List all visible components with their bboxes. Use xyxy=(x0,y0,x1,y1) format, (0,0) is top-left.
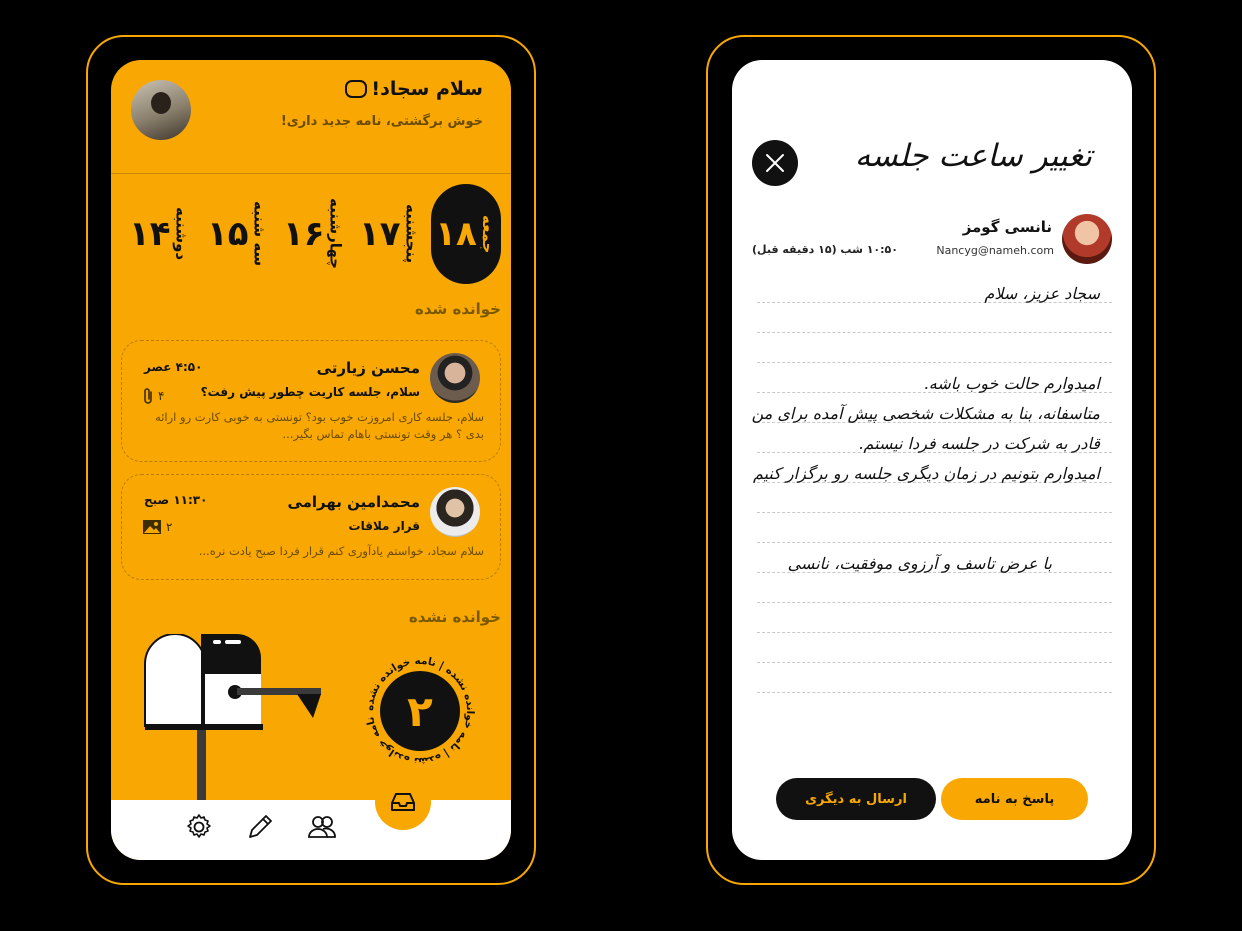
wave-emoji-icon xyxy=(345,80,367,98)
letter-line: با عرض تاسف و آرزوی موفقیت، نانسی xyxy=(787,554,1052,573)
day-selector xyxy=(123,184,503,284)
message-subject: قرار ملاقات xyxy=(348,519,420,533)
day-number: ۱۶ xyxy=(283,214,325,254)
day-name: سه شنبه xyxy=(250,201,269,267)
tab-inbox[interactable] xyxy=(375,774,431,830)
read-section-title: خوانده شده xyxy=(414,300,501,318)
user-avatar[interactable] xyxy=(131,80,191,140)
sender-avatar xyxy=(1062,214,1112,264)
letter-rule xyxy=(757,632,1112,633)
day-name: جمعه xyxy=(478,214,497,254)
sent-time: ۱۰:۵۰ شب (۱۵ دقیقه قبل) xyxy=(752,243,898,256)
message-sender: محمدامین بهرامی xyxy=(287,493,420,511)
day-number: ۱۸ xyxy=(435,214,477,254)
letter-screen xyxy=(732,60,1132,860)
letter-line: قادر به شرکت در جلسه فردا نیستم. xyxy=(858,434,1100,453)
message-time: ۴:۵۰ عصر xyxy=(144,360,203,374)
message-sender: محسن زیارتی xyxy=(316,359,420,377)
attachment-count: ۴ xyxy=(158,389,165,403)
message-time: ۱۱:۳۰ صبح xyxy=(144,493,208,507)
message-preview: سلام، جلسه کاری امروزت خوب بود؟ تونستی به خوبی کارت رو ارائه بدی ؟ هر وقت تونستی باهام تماس بگیر... xyxy=(155,410,484,441)
close-icon xyxy=(765,153,785,173)
letter-line: سجاد عزیز، سلام xyxy=(984,284,1100,303)
greeting-title xyxy=(281,78,483,100)
greeting-text: سلام سجاد! xyxy=(371,78,483,100)
day-number: ۱۷ xyxy=(359,214,401,254)
letter-title: تغییر ساعت جلسه xyxy=(854,138,1092,174)
sender-name: نانسی گومز xyxy=(962,218,1052,236)
welcome-subtitle: خوش برگشتی، نامه جدید داری! xyxy=(280,114,483,129)
sender-email[interactable]: Nancyg@nameh.com xyxy=(936,244,1054,257)
day-name: پنجشنبه xyxy=(402,204,421,264)
letter-rule xyxy=(757,662,1112,663)
reply-button[interactable]: پاسخ به نامه xyxy=(941,778,1088,820)
unread-badge xyxy=(365,656,475,766)
day-number: ۱۵ xyxy=(207,214,249,254)
message-subject: سلام، جلسه کاریت چطور پیش رفت؟ xyxy=(200,385,420,399)
tab-settings[interactable] xyxy=(184,812,214,842)
tab-compose[interactable] xyxy=(245,812,275,842)
image-icon xyxy=(142,519,162,535)
forward-button[interactable]: ارسال به دیگری xyxy=(776,778,936,820)
letter-line: امیدوارم حالت خوب باشه. xyxy=(923,374,1100,393)
message-card[interactable] xyxy=(121,340,501,462)
svg-text:نامه خوانده نشده | نامه خوانده: نامه خوانده نشده | نامه خوانده نشده | نامه خوانده نشده xyxy=(365,656,475,766)
unread-section-title: خوانده نشده xyxy=(408,608,501,626)
letter-rule xyxy=(757,362,1112,363)
message-preview: سلام سجاد، خواستم یادآوری کنم قرار فردا صبح یادت نره... xyxy=(198,544,484,558)
day-number: ۱۴ xyxy=(129,214,171,254)
gear-icon xyxy=(184,812,214,842)
letter-rule xyxy=(757,542,1112,543)
letter-rule xyxy=(757,332,1112,333)
attachment-info xyxy=(142,387,164,405)
letter-rule xyxy=(757,692,1112,693)
sender-avatar xyxy=(430,487,480,537)
tab-contacts[interactable] xyxy=(307,812,337,842)
sender-avatar xyxy=(430,353,480,403)
day-item-tuesday[interactable] xyxy=(207,184,269,284)
inbox-icon xyxy=(389,791,417,813)
greeting-block xyxy=(281,78,483,129)
paperclip-icon xyxy=(142,387,154,405)
day-item-friday[interactable] xyxy=(431,184,501,284)
inbox-screen xyxy=(111,60,511,860)
mailbox-illustration xyxy=(141,634,321,804)
users-icon xyxy=(307,812,337,842)
pencil-icon xyxy=(245,812,275,842)
close-button[interactable] xyxy=(752,140,798,186)
attachment-info xyxy=(142,519,172,535)
day-name: چهارشنبه xyxy=(326,198,345,270)
unread-count: ۲ xyxy=(380,671,460,751)
day-item-monday[interactable] xyxy=(129,184,191,284)
day-name: دوشنبه xyxy=(172,207,191,261)
letter-rule xyxy=(757,512,1112,513)
letter-rule xyxy=(757,602,1112,603)
attachment-count: ۲ xyxy=(166,520,173,534)
header-divider xyxy=(111,173,511,174)
letter-line: متاسفانه، بنا به مشکلات شخصی پیش آمده برای من xyxy=(751,404,1100,423)
day-item-wednesday[interactable] xyxy=(283,184,345,284)
message-card[interactable] xyxy=(121,474,501,580)
letter-line: امیدوارم بتونیم در زمان دیگری جلسه رو برگزار کنیم xyxy=(752,464,1100,483)
day-item-thursday[interactable] xyxy=(359,184,421,284)
